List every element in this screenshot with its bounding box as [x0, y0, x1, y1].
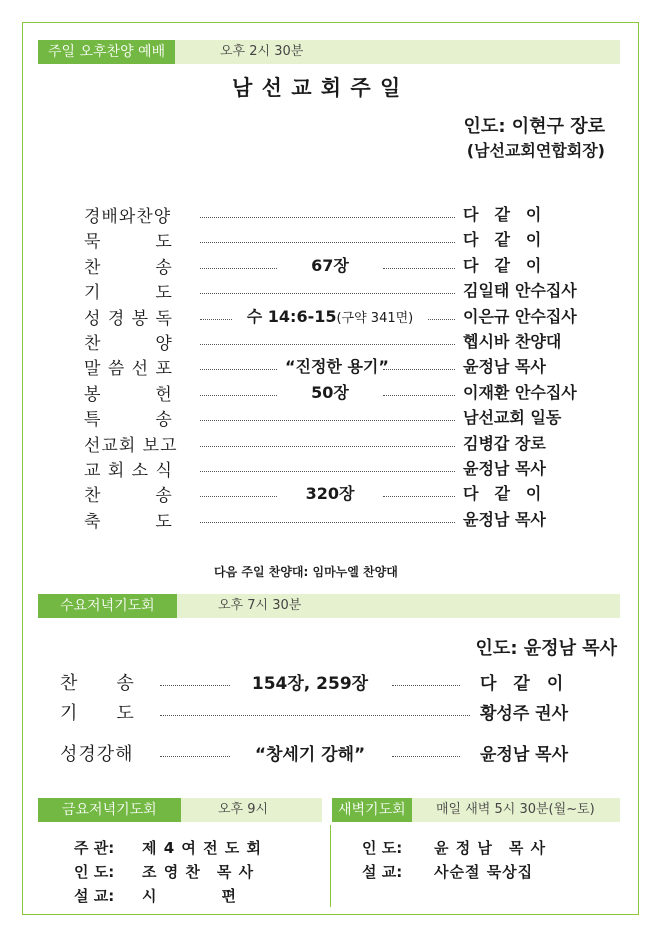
leader-dots [200, 369, 277, 370]
dawn-service-tag: 새벽기도회 [332, 798, 412, 822]
dawn-row [0, 837, 661, 859]
leader-dots [160, 715, 470, 716]
wednesday-service-tag: 수요저녁기도회 [38, 594, 177, 618]
sunday-row [0, 253, 661, 277]
program-item-detail: “진정한 용기” [285, 357, 389, 376]
program-item-detail: 320장 [305, 484, 355, 503]
program-item-label: 경배와찬양 [84, 207, 172, 227]
program-item-label: 특 송 [84, 410, 173, 430]
program-item-label: 봉 헌 [84, 385, 173, 405]
wednesday-leader: 인도: 윤정남 목사 [475, 638, 617, 659]
dawn-header-bar [332, 798, 620, 822]
friday-label: 주 관: [74, 839, 115, 857]
leader-dots [383, 395, 455, 396]
sunday-row [0, 405, 661, 429]
friday-value: 조 영 찬 목 사 [142, 863, 255, 881]
program-item-person: 김병갑 장로 [463, 434, 546, 453]
program-item-label: 찬 송 [60, 673, 135, 694]
friday-row [0, 885, 661, 907]
dawn-label: 인 도: [362, 839, 403, 857]
sunday-row [0, 329, 661, 353]
program-item-label: 성경강해 [60, 744, 134, 765]
wednesday-row [0, 669, 661, 695]
program-item-detail: 수 14:6-15(구약 341면) [246, 307, 414, 326]
program-item-detail: “창세기 강해” [254, 745, 366, 765]
leader-dots [200, 217, 455, 218]
wednesday-row [0, 740, 661, 766]
program-item-detail: 67장 [311, 256, 349, 275]
leader-dots [383, 268, 455, 269]
leader-dots [200, 446, 455, 447]
program-item-label: 묵 도 [84, 232, 173, 252]
program-item-person: 김일태 안수집사 [463, 281, 577, 300]
program-item-person: 윤정남 목사 [463, 510, 546, 529]
sunday-header-bar [38, 40, 620, 64]
program-item-person: 이재환 안수집사 [463, 383, 577, 402]
leader-dots [200, 242, 455, 243]
friday-header-bar [38, 798, 322, 822]
program-item-person: 윤정남 목사 [463, 459, 546, 478]
program-item-note: (구약 341면) [336, 311, 414, 326]
program-item-person: 윤정남 목사 [480, 745, 569, 765]
leader-dots [200, 344, 455, 345]
wednesday-service-time: 오후 7시 30분 [218, 598, 302, 613]
friday-service-tag: 금요저녁기도회 [38, 798, 181, 822]
friday-value: 시 편 [142, 887, 237, 905]
dawn-value: 사순절 묵상집 [434, 863, 534, 881]
program-item-person: 다 같 이 [463, 484, 542, 503]
program-item-person: 다 같 이 [480, 674, 564, 694]
leader-dots [200, 496, 277, 497]
friday-label: 설 교: [74, 887, 115, 905]
program-item-label: 말 씀 선 포 [84, 359, 173, 379]
program-item-label: 기 도 [60, 703, 135, 724]
sunday-leader: 인도: 이현구 장로 [463, 116, 605, 137]
leader-dots [200, 522, 455, 523]
dawn-row [0, 861, 661, 883]
leader-dots [200, 395, 277, 396]
sunday-service-time: 오후 2시 30분 [220, 44, 304, 59]
sunday-row [0, 202, 661, 226]
wednesday-row [0, 699, 661, 725]
friday-service-time: 오후 9시 [218, 802, 269, 817]
leader-dots [200, 268, 277, 269]
leader-dots [428, 319, 455, 320]
leader-dots [383, 369, 455, 370]
leader-dots [160, 756, 230, 757]
program-item-person: 윤정남 목사 [463, 357, 546, 376]
program-item-detail: 154장, 259장 [251, 674, 369, 694]
program-item-label: 찬 송 [84, 258, 173, 278]
program-item-label: 선교회 보고 [84, 436, 178, 456]
leader-dots [200, 319, 232, 320]
dawn-value: 윤 정 남 목 사 [434, 839, 547, 857]
sunday-row [0, 304, 661, 328]
friday-value: 제 4 여 전 도 회 [142, 839, 262, 857]
sunday-leader-org: (남선교회연합회장) [466, 141, 605, 160]
program-item-person: 남선교회 일동 [463, 408, 562, 427]
program-item-label: 축 도 [84, 512, 173, 532]
sunday-row [0, 354, 661, 378]
dawn-service-time: 매일 새벽 5시 30분(월~토) [436, 802, 595, 817]
program-item-person: 다 같 이 [463, 230, 542, 249]
leader-dots [160, 685, 230, 686]
sunday-row [0, 507, 661, 531]
program-item-label: 성 경 봉 독 [84, 309, 173, 329]
program-item-label: 교 회 소 식 [84, 461, 173, 481]
leader-dots [383, 496, 455, 497]
sunday-row [0, 481, 661, 505]
program-item-person: 이은규 안수집사 [463, 307, 577, 326]
dawn-label: 설 교: [362, 863, 403, 881]
leader-dots [392, 685, 460, 686]
sunday-service-tag: 주일 오후찬양 예배 [38, 40, 175, 64]
sunday-row [0, 227, 661, 251]
sunday-row [0, 380, 661, 404]
program-item-person: 황성주 권사 [480, 704, 569, 724]
program-item-person: 헵시바 찬양대 [463, 332, 562, 351]
program-item-label: 찬 양 [84, 334, 173, 354]
leader-dots [200, 420, 455, 421]
next-week-choir: 다음 주일 찬양대: 임마누엘 찬양대 [214, 565, 398, 579]
leader-dots [200, 293, 455, 294]
sunday-row [0, 456, 661, 480]
sunday-row [0, 278, 661, 302]
program-item-detail: 50장 [311, 383, 349, 402]
leader-dots [200, 471, 455, 472]
leader-dots [392, 756, 460, 757]
program-item-person: 다 같 이 [463, 256, 542, 275]
sunday-row [0, 431, 661, 455]
program-item-label: 기 도 [84, 283, 173, 303]
sunday-title: 남 선 교 회 주 일 [232, 76, 402, 100]
program-item-label: 찬 송 [84, 486, 173, 506]
program-item-person: 다 같 이 [463, 205, 542, 224]
wednesday-header-bar [38, 594, 620, 618]
friday-label: 인 도: [74, 863, 115, 881]
